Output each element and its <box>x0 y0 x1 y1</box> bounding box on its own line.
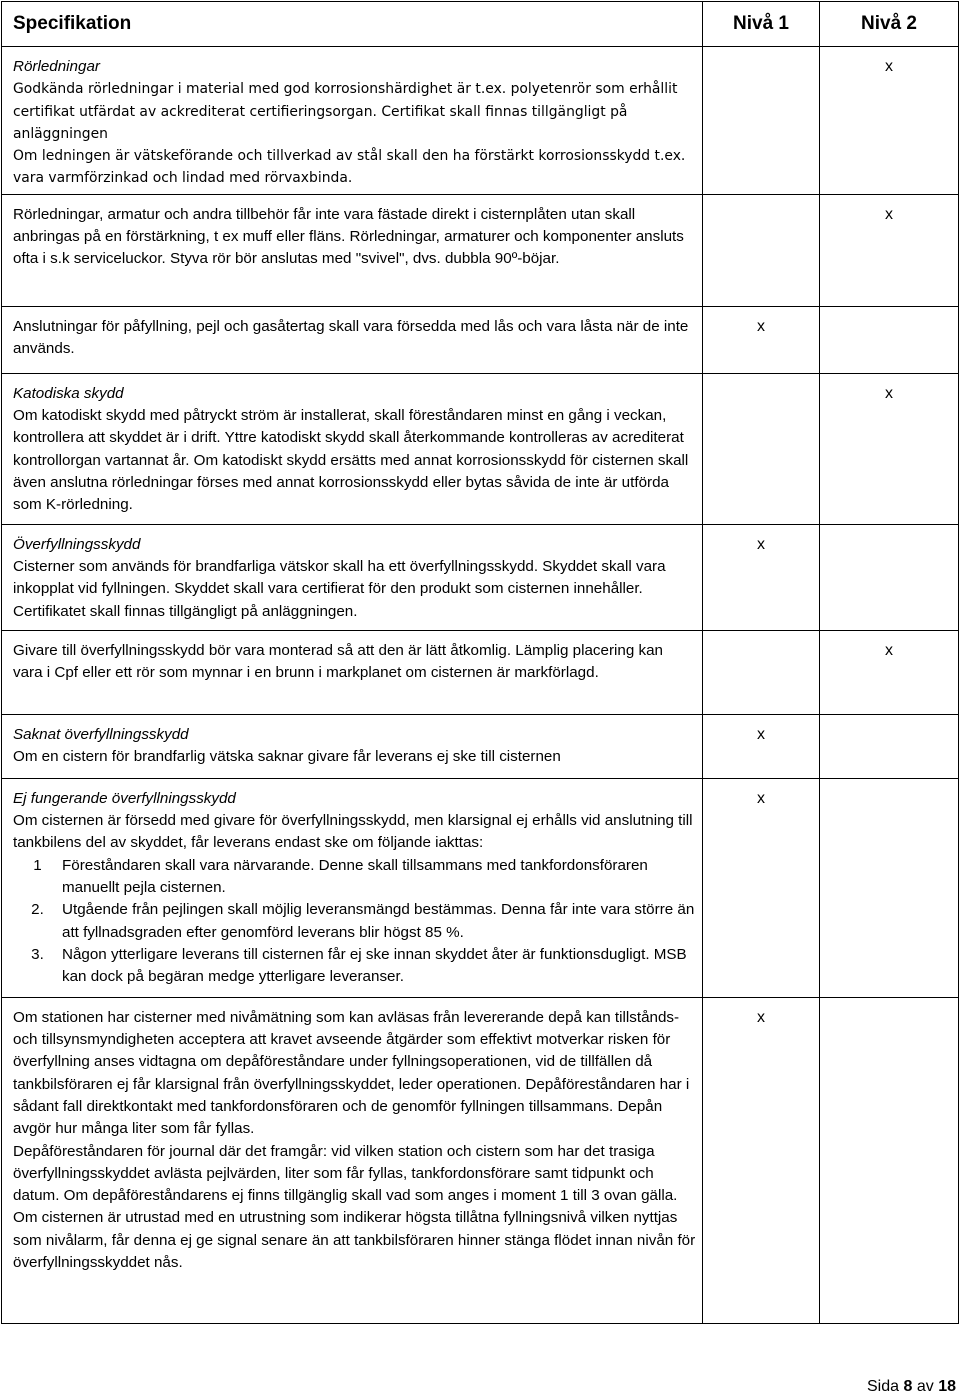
level-2-mark <box>820 524 959 630</box>
table-header-row <box>2 2 959 47</box>
level-2-mark <box>820 714 959 778</box>
list-item-text: Någon ytterligare leverans till cisternen får ej ske innan skyddet åter är funktionsdugligt. MSB kan dock på begäran medge ytterligare leveranser. <box>62 945 687 986</box>
page-number <box>867 1378 956 1396</box>
level-2-mark <box>820 306 959 373</box>
spec-text: Om katodiskt skydd med påtryckt ström är installerat, skall föreståndaren minst en gång i veckan, kontrollera att skyddet är i drift. Yttre katodiskt skydd skall återkommande kontrolleras av acrediterat kontrollorgan vartannat år. Om katodiskt skydd ersätts med annat korrosionsskydd för cisternen skall även anslutna rörledningar förses med annat korrosionsskydd eller bytas såvida de inte är utförda som K-rörledning. <box>13 407 689 514</box>
table-row <box>2 306 959 373</box>
spec-cell <box>2 524 703 630</box>
section-title: Rörledningar <box>13 58 100 75</box>
spec-text: Om stationen har cisterner med nivåmätning som kan avläsas från levererande depå kan tillstånds- och tillsynsmyndigheten acceptera att kravet avseende åtgärder som effektivt motverkar risken för överfyllning anses vidtagna om depåföreståndare under fyllningsoperationen, vid de tillfällen då tankbilsföraren ej får klarsignal från överfyllningsskyddet, leder operationen. Depåföreståndaren har i sådant fall direktkontakt med tankfordonsföraren och de genomför fyllningen tillsammans. Depån avgör hur många liter som får fyllas. <box>13 1008 690 1138</box>
list-item-text: Utgående från pejlingen skall möjlig leveransmängd bestämmas. Denna får inte vara större än att fyllnadsgraden efter genomförd leverans blir högst 85 %. <box>62 901 695 941</box>
section-title: Saknat överfyllningsskydd <box>13 725 189 743</box>
table-row <box>2 778 959 997</box>
table-row <box>2 524 959 630</box>
level-1-mark: x <box>703 997 820 1323</box>
spec-text: Rörledningar, armatur och andra tillbehör får inte vara fästade direkt i cisternplåten utan skall anbringas på en förstärkning, t ex muff eller fläns. Rörledningar, armaturer och komponenter ansluts ofta i s.k serviceluckor. Styva rör bör anslutas med "svivel", dvs. dubbla 90º-böjar. <box>13 205 684 268</box>
level-2-mark: x <box>820 630 959 714</box>
spec-cell <box>2 306 703 373</box>
spec-cell <box>2 997 703 1323</box>
table-row <box>2 997 959 1323</box>
total-pages: 18 <box>938 1378 956 1395</box>
page-prefix: Sida <box>867 1378 900 1395</box>
level-1-mark: x <box>703 778 820 997</box>
spec-text: Givare till överfyllningsskydd bör vara monterad så att den är lätt åtkomlig. Lämplig placering kan vara i Cpf eller ett rör som mynnar i en brunn i markplanet om cisternen är markförlagd. <box>13 641 663 682</box>
list-item <box>13 899 696 944</box>
list-item <box>13 944 696 989</box>
level-2-mark <box>820 997 959 1323</box>
table-row <box>2 47 959 195</box>
spec-text-journal: Depåföreståndaren för journal där det framgår: vid vilken station och cistern som har det trasiga överfyllningsskyddet avlästa pejlvärden, liter som får fyllas, tankfordonsförare samt tidpunkt och datum. Om depåföreståndarens ej finns tillgänglig skall vad som anges i moment 1 till 3 ovan gälla. Om cisternen är utrustad med en utrustning som indikerar högsta tillåtna fyllningsnivå vilken nyttjas som nivålarm, får denna ej ge signal senare än att tankbilsföraren hinner stänga flödet innan nivån för överfyllningsskyddet nås. <box>13 1142 696 1272</box>
level-1-mark <box>703 630 820 714</box>
spec-cell <box>2 47 703 195</box>
spec-cell <box>2 194 703 306</box>
specification-table <box>1 1 959 1324</box>
spec-cell <box>2 373 703 524</box>
section-title: Överfyllningsskydd <box>13 535 141 553</box>
table-row <box>2 194 959 306</box>
spec-cell <box>2 778 703 997</box>
spec-text: Godkända rörledningar i material med god korrosionshärdighet är t.ex. polyetenrör som erhållit certifikat utfärdat av ackrediterat certifieringsorgan. Certifikat skall finnas tillgängligt på anläggningen Om ledningen är vätskeförande och tillverkad av stål skall den ha förstärkt korrosionsskydd t.ex. vara varmförzinkad och lindad med rörvaxbinda. <box>13 81 686 187</box>
level-2-mark: x <box>820 194 959 306</box>
level-2-mark <box>820 778 959 997</box>
level-1-mark: x <box>703 306 820 373</box>
level-1-mark: x <box>703 714 820 778</box>
level-1-mark <box>703 47 820 195</box>
list-item-number: 2. <box>31 901 44 919</box>
current-page: 8 <box>903 1378 913 1395</box>
list-item-text: Föreståndaren skall vara närvarande. Denne skall tillsammans med tankfordonsföraren manuellt pejla cisternen. <box>62 856 648 896</box>
spec-cell <box>2 714 703 778</box>
column-header-level-2: Nivå 2 <box>820 2 959 47</box>
level-1-mark <box>703 373 820 524</box>
spec-text: Om en cistern för brandfarlig vätska saknar givare får leverans ej ske till cisternen <box>13 748 561 766</box>
list-item-number: 1 <box>33 856 42 874</box>
numbered-list <box>13 855 696 989</box>
column-header-specification: Specifikation <box>2 2 703 47</box>
list-item <box>13 855 696 900</box>
section-title: Katodiska skydd <box>13 384 124 402</box>
table-row <box>2 714 959 778</box>
spec-text: Cisterner som används för brandfarliga vätskor skall ha ett överfyllningsskydd. Skyddet skall vara inkopplat vid fyllningen. Skyddet skall vara certifierat för den produkt som cisternen innehåller. Certifikatet skall finnas tillgängligt på anläggningen. <box>13 558 666 620</box>
table-row <box>2 630 959 714</box>
list-item-number: 3. <box>31 945 44 963</box>
level-1-mark: x <box>703 524 820 630</box>
level-2-mark: x <box>820 47 959 195</box>
level-2-mark: x <box>820 373 959 524</box>
spec-text: Anslutningar för påfyllning, pejl och gasåtertag skall vara försedda med lås och vara låsta när de inte används. <box>13 317 689 358</box>
level-1-mark <box>703 194 820 306</box>
table-row <box>2 373 959 524</box>
page-middle: av <box>916 1378 934 1395</box>
column-header-level-1: Nivå 1 <box>703 2 820 47</box>
spec-cell <box>2 630 703 714</box>
section-title: Ej fungerande överfyllningsskydd <box>13 789 236 807</box>
spec-text: Om cisternen är försedd med givare för överfyllningsskydd, men klarsignal ej erhålls vid anslutning till tankbilens del av skyddet, får leverans endast ske om följande iakttas: <box>13 812 693 852</box>
